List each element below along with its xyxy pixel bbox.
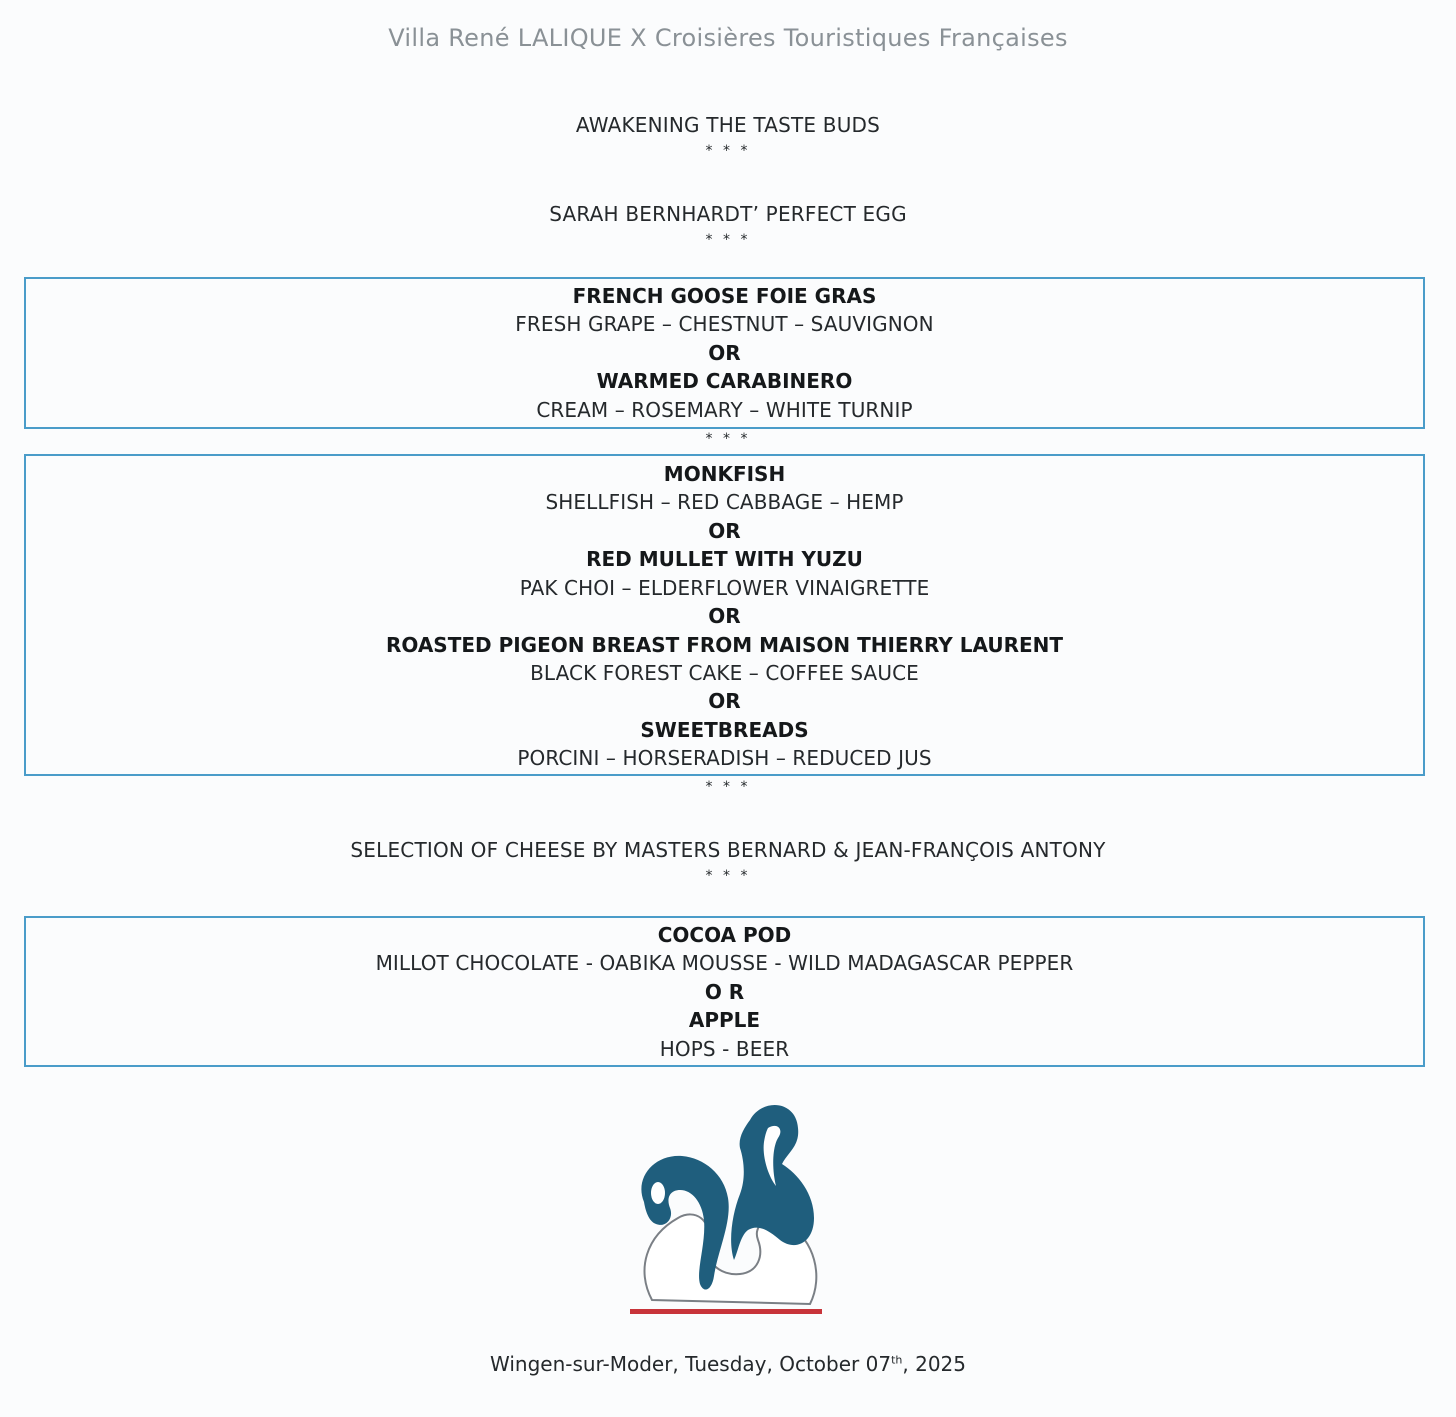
or-divider: OR	[708, 341, 741, 365]
dish-description: BLACK FOREST CAKE – COFFEE SAUCE	[530, 661, 919, 685]
dish-description: MILLOT CHOCOLATE - OABIKA MOUSSE - WILD MADAGASCAR PEPPER	[375, 951, 1074, 975]
or-divider: OR	[708, 604, 741, 628]
swan-logo-icon	[600, 1090, 840, 1320]
footer-year: , 2025	[902, 1352, 966, 1376]
swan-eye-cutout	[651, 1182, 665, 1204]
course-awakening: AWAKENING THE TASTE BUDS	[575, 113, 881, 137]
dish-description: PORCINI – HORSERADISH – REDUCED JUS	[517, 746, 932, 770]
course-perfect-egg: SARAH BERNHARDT’ PERFECT EGG	[549, 202, 907, 226]
separator-stars: * * *	[705, 779, 751, 795]
dish-title: FRENCH GOOSE FOIE GRAS	[572, 284, 877, 308]
or-divider: O R	[704, 980, 745, 1004]
or-divider: OR	[708, 689, 741, 713]
or-divider: OR	[708, 519, 741, 543]
starter-choice-box	[24, 277, 1425, 429]
dish-title: COCOA POD	[657, 923, 792, 947]
dish-title: RED MULLET WITH YUZU	[586, 547, 863, 571]
footer-place-date	[0, 1352, 1456, 1376]
dish-title: SWEETBREADS	[640, 718, 809, 742]
dish-description: CREAM – ROSEMARY – WHITE TURNIP	[536, 398, 913, 422]
separator-stars: * * *	[705, 143, 751, 159]
footer-place-date-text: Wingen-sur-Moder, Tuesday, October 07	[490, 1352, 892, 1376]
dish-title: MONKFISH	[663, 462, 786, 486]
dish-title: APPLE	[688, 1008, 761, 1032]
separator-stars: * * *	[705, 431, 751, 447]
footer-ordinal-suffix: th	[891, 1353, 903, 1367]
separator-stars: * * *	[705, 868, 751, 884]
dish-description: SHELLFISH – RED CABBAGE – HEMP	[545, 490, 904, 514]
dish-title: ROASTED PIGEON BREAST FROM MAISON THIERRY LAURENT	[385, 633, 1064, 657]
course-cheese: SELECTION OF CHEESE BY MASTERS BERNARD & JEAN-FRANÇOIS ANTONY	[350, 838, 1106, 862]
dessert-choice-box	[24, 916, 1425, 1067]
dish-description: FRESH GRAPE – CHESTNUT – SAUVIGNON	[515, 312, 934, 336]
dish-title: WARMED CARABINERO	[596, 369, 853, 393]
menu-header-title: Villa René LALIQUE X Croisières Touristiques Françaises	[388, 24, 1068, 52]
separator-stars: * * *	[705, 232, 751, 248]
dish-description: PAK CHOI – ELDERFLOWER VINAIGRETTE	[519, 576, 930, 600]
main-choice-box	[24, 454, 1425, 776]
dish-description: HOPS - BEER	[659, 1037, 790, 1061]
logo-base-line	[630, 1309, 822, 1314]
